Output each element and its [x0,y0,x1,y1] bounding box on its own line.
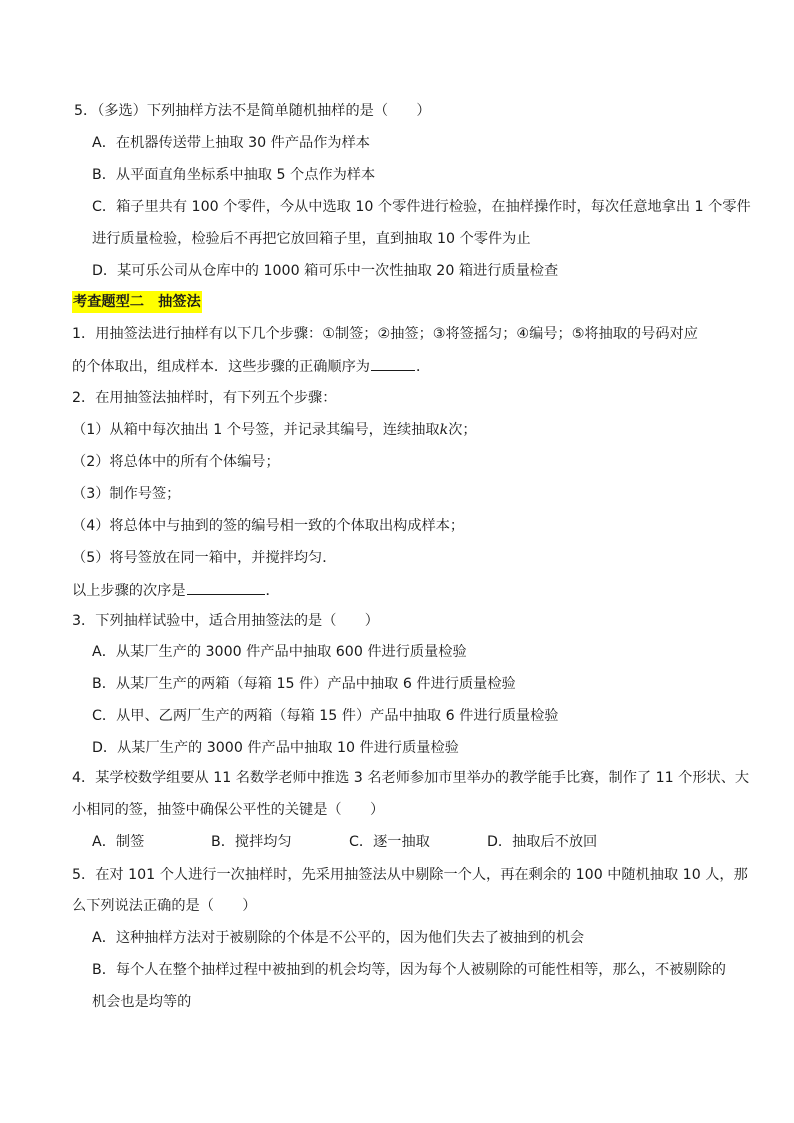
question-5-option-b: B．每个人在整个抽样过程中被抽到的机会均等，因为每个人被剔除的可能性相等，那么，不被剔除的 [92,962,726,978]
question-4-line-2: 小相同的签，抽签中确保公平性的关键是（ ） [72,802,385,818]
question-5-line-1: 5．在对 101 个人进行一次抽样时，先采用抽签法从中剔除一个人，再在剩余的 100 中随机抽取 10 人，那 [72,867,748,883]
question-4-option-d: D．抽取后不放回 [487,834,598,850]
question-3-option-a: A．从某厂生产的 3000 件产品中抽取 600 件进行质量检验 [92,644,467,660]
question-2-tail-text: 以上步骤的次序是 [72,583,186,599]
question-5-multi-option-c: C．箱子里共有 100 个零件，今从中选取 10 个零件进行检验，在抽样操作时，每次任意地拿出 1 个零件 [92,199,751,215]
question-2-step-1-end: 次； [448,422,477,438]
question-2-step-4: （4）将总体中与抽到的签的编号相一致的个体取出构成样本； [72,518,465,534]
question-5-multi-option-b: B．从平面直角坐标系中抽取 5 个点作为样本 [92,167,376,183]
question-5-multi-option-c-cont: 进行质量检验，检验后不再把它放回箱子里，直到抽取 10 个零件为止 [92,231,531,247]
question-3-stem: 3．下列抽样试验中，适合用抽签法的是（ ） [72,613,379,629]
question-3-option-c: C．从甲、乙两厂生产的两箱（每箱 15 件）产品中抽取 6 件进行质量检验 [92,708,559,724]
question-2-step-2: （2）将总体中的所有个体编号； [72,454,280,470]
question-2-tail-end: ． [265,583,280,599]
question-1-line-2 [72,356,430,376]
question-4-option-b: B．搅拌均匀 [211,834,292,850]
question-2-step-3: （3）制作号签； [72,486,181,502]
question-1-end: ． [415,359,431,375]
section-heading: 考查题型二 抽签法 [72,291,202,313]
question-1-text: 的个体取出，组成样本．这些步骤的正确顺序为 [72,359,370,375]
question-2-step-1-text: （1）从箱中每次抽出 1 个号签，并记录其编号，连续抽取 [72,422,440,438]
question-5-multi-option-d: D．某可乐公司从仓库中的 1000 箱可乐中一次性抽取 20 箱进行质量检查 [92,263,559,279]
question-3-option-d: D．从某厂生产的 3000 件产品中抽取 10 件进行质量检验 [92,740,459,756]
question-3-option-b: B．从某厂生产的两箱（每箱 15 件）产品中抽取 6 件进行质量检验 [92,676,516,692]
question-2-step-1 [72,420,477,440]
question-2-tail [72,580,280,600]
question-5-option-a: A．这种抽样方法对于被剔除的个体是不公平的，因为他们失去了被抽到的机会 [92,930,585,946]
question-2-stem: 2．在用抽签法抽样时，有下列五个步骤： [72,390,337,406]
question-1-line-1: 1．用抽签法进行抽样有以下几个步骤：①制签；②抽签；③将签摇匀；④编号；⑤将抽取的号码对应 [72,326,698,342]
question-5-option-b-cont: 机会也是均等的 [92,994,192,1010]
variable-k: k [439,422,449,438]
answer-blank [187,580,265,595]
question-4-line-1: 4．某学校数学组要从 11 名数学老师中推选 3 名老师参加市里举办的教学能手比赛，制作了 11 个形状、大 [72,770,750,786]
answer-blank [371,356,415,371]
question-5-multi-stem: 5．（多选）下列抽样方法不是简单随机抽样的是（ ） [74,103,431,119]
question-5-line-2: 么下列说法正确的是（ ） [72,898,257,914]
question-5-multi-option-a: A．在机器传送带上抽取 30 件产品作为样本 [92,135,370,151]
question-4-option-a: A．制签 [92,834,145,850]
question-4-option-c: C．逐一抽取 [349,834,430,850]
question-2-step-5: （5）将号签放在同一箱中，并搅拌均匀． [72,550,337,566]
